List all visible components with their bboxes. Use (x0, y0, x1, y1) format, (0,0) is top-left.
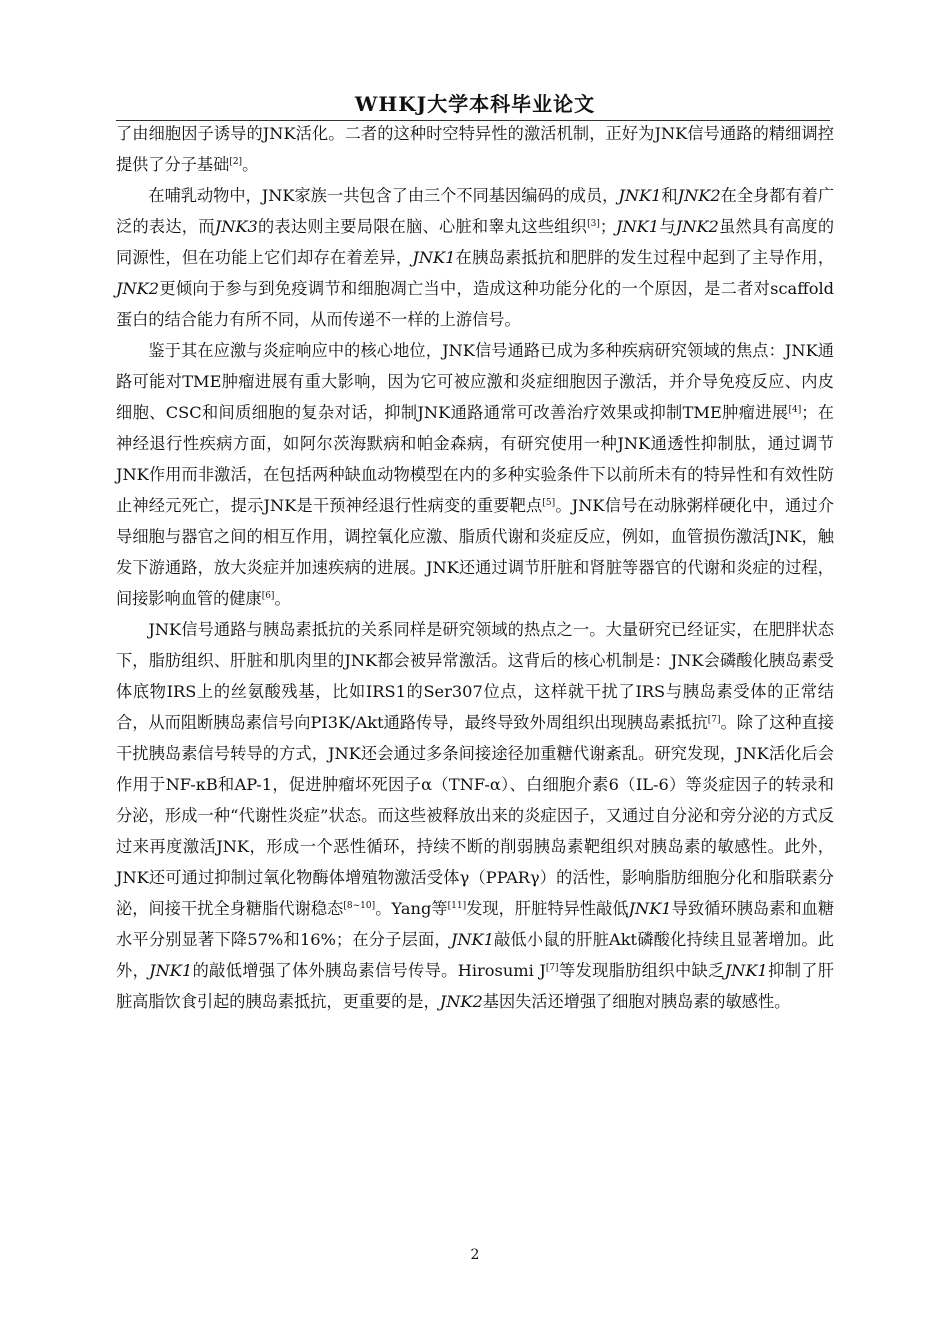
text-run: JNK信号通路与胰岛素抵抗的关系同样是研究领域的热点之一。大量研究已经证实，在肥胖状态下，脂肪组织、肝脏和肌肉里的JNK都会被异常激活。这背后的核心机制是：JNK会磷酸化胰岛素受体底物IRS上的丝氨酸残基，比如IRS1的Ser307位点，这样就干扰了IRS与胰岛素受体的正常结合，从而阻断胰岛素信号向PI3K/Akt通路传导，最终导致外周组织出现胰岛素抵抗 (116, 620, 834, 732)
gene-name: JNK2 (677, 186, 721, 205)
paragraph (116, 118, 834, 180)
citation-mark: [7] (545, 963, 559, 973)
paragraph (116, 335, 834, 614)
gene-name: JNK3 (214, 217, 258, 236)
gene-name: JNK1 (412, 248, 456, 267)
text-run: 发现，肝脏特异性敲低 (466, 899, 629, 918)
citation-mark: [5] (542, 498, 556, 508)
gene-name: JNK1 (616, 217, 660, 236)
text-run: 与 (659, 217, 676, 236)
text-run: 在全身都有着广泛的表达，而 (116, 186, 835, 236)
text-run: 鉴于其在应激与炎症响应中的核心地位，JNK信号通路已成为多种疾病研究领域的焦点：JNK通路可能对TME肿瘤进展有重大影响，因为它可被应激和炎症细胞因子激活，并介导免疫反应、内皮细胞、CSC和间质细胞的复杂对话，抑制JNK通路通常可改善治疗效果或抑制TME肿瘤进展 (116, 341, 834, 422)
gene-name: JNK1 (450, 930, 494, 949)
text-run: 。Yang等 (375, 899, 448, 918)
text-run: 等发现脂肪组织中缺乏 (558, 961, 725, 980)
text-run: 和 (661, 186, 678, 205)
gene-name: JNK1 (628, 899, 672, 918)
text-run: 在哺乳动物中，JNK家族一共包含了由三个不同基因编码的成员， (148, 186, 619, 205)
text-run: ； (599, 217, 617, 236)
gene-name: JNK1 (149, 961, 193, 980)
citation-mark: [8~10] (343, 901, 376, 911)
text-run: 敲低小鼠的肝脏Akt磷酸化持续且显著增加。此外， (116, 930, 834, 980)
gene-name: JNK1 (618, 186, 662, 205)
gene-name: JNK2 (116, 279, 160, 298)
paragraph (116, 614, 834, 1017)
text-run: 在胰岛素抵抗和肥胖的发生过程中起到了主导作用， (455, 248, 835, 267)
text-run: 的敲低增强了体外胰岛素信号传导。Hirosumi J (192, 961, 546, 980)
citation-mark: [2] (229, 157, 243, 167)
paragraph (116, 180, 834, 335)
citation-mark: [6] (261, 591, 275, 601)
thesis-body (116, 118, 834, 1017)
text-run: 了由细胞因子诱导的JNK活化。二者的这种时空特异性的激活机制，正好为JNK信号通路的精细调控提供了分子基础 (116, 124, 834, 174)
text-run: 。 (274, 589, 291, 608)
gene-name: JNK1 (724, 961, 768, 980)
text-run: ；在神经退行性疾病方面，如阿尔茨海默病和帕金森病，有研究使用一种JNK通透性抑制肽，通过调节JNK作用而非激活，在包括两种缺血动物模型在内的多种实验条件下以前所未有的特异性和有效性防止神经元死亡，提示JNK是干预神经退行性病变的重要靶点 (116, 403, 834, 515)
text-run: 更倾向于参与到免疫调节和细胞凋亡当中，造成这种功能分化的一个原因，是二者对scaffold蛋白的结合能力有所不同，从而传递不一样的上游信号。 (116, 279, 834, 329)
citation-mark: [4] (788, 405, 802, 415)
gene-name: JNK2 (675, 217, 719, 236)
citation-mark: [7] (707, 715, 721, 725)
text-run: 。JNK信号在动脉粥样硬化中，通过介导细胞与器官之间的相互作用，调控氧化应激、脂质代谢和炎症反应，例如，血管损伤激活JNK，触发下游通路，放大炎症并加速疾病的进展。JNK还通过调节肝脏和肾脏等器官的代谢和炎症的过程，间接影响血管的健康 (116, 496, 834, 608)
gene-name: JNK2 (439, 992, 483, 1011)
text-run: 。除了这种直接干扰胰岛素信号转导的方式，JNK还会通过多条间接途径加重糖代谢紊乱。研究发现，JNK活化后会作用于NF-κB和AP-1，促进肿瘤坏死因子α（TNF-α）、白细胞介素6（IL-6）等炎症因子的转录和分泌，形成一种“代谢性炎症”状态。而这些被释放出来的炎症因子，又通过自分泌和旁分泌的方式反过来再度激活JNK，形成一个恶性循环，持续不断的削弱胰岛素靶组织对胰岛素的敏感性。此外，JNK还可通过抑制过氧化物酶体增殖物激活受体γ（PPARγ）的活性，影响脂肪细胞分化和脂联素分泌，间接干扰全身糖脂代谢稳态 (116, 713, 834, 918)
page-number: 2 (470, 1247, 480, 1263)
citation-mark: [11] (447, 901, 467, 911)
text-run: 导致循环胰岛素和血糖水平分别显著下降57%和16%；在分子层面， (116, 899, 835, 949)
text-run: 的表达则主要局限在脑、心脏和睾丸这些组织 (257, 217, 588, 236)
citation-mark: [3] (587, 219, 600, 229)
running-header: WHKJ大学本科毕业论文 (354, 92, 596, 116)
text-run: 虽然具有高度的同源性，但在功能上它们却存在着差异， (116, 217, 835, 267)
text-run: 抑制了肝脏高脂饮食引起的胰岛素抵抗，更重要的是， (116, 961, 835, 1011)
text-run: 。 (242, 155, 259, 174)
text-run: 基因失活还增强了细胞对胰岛素的敏感性。 (482, 992, 791, 1011)
